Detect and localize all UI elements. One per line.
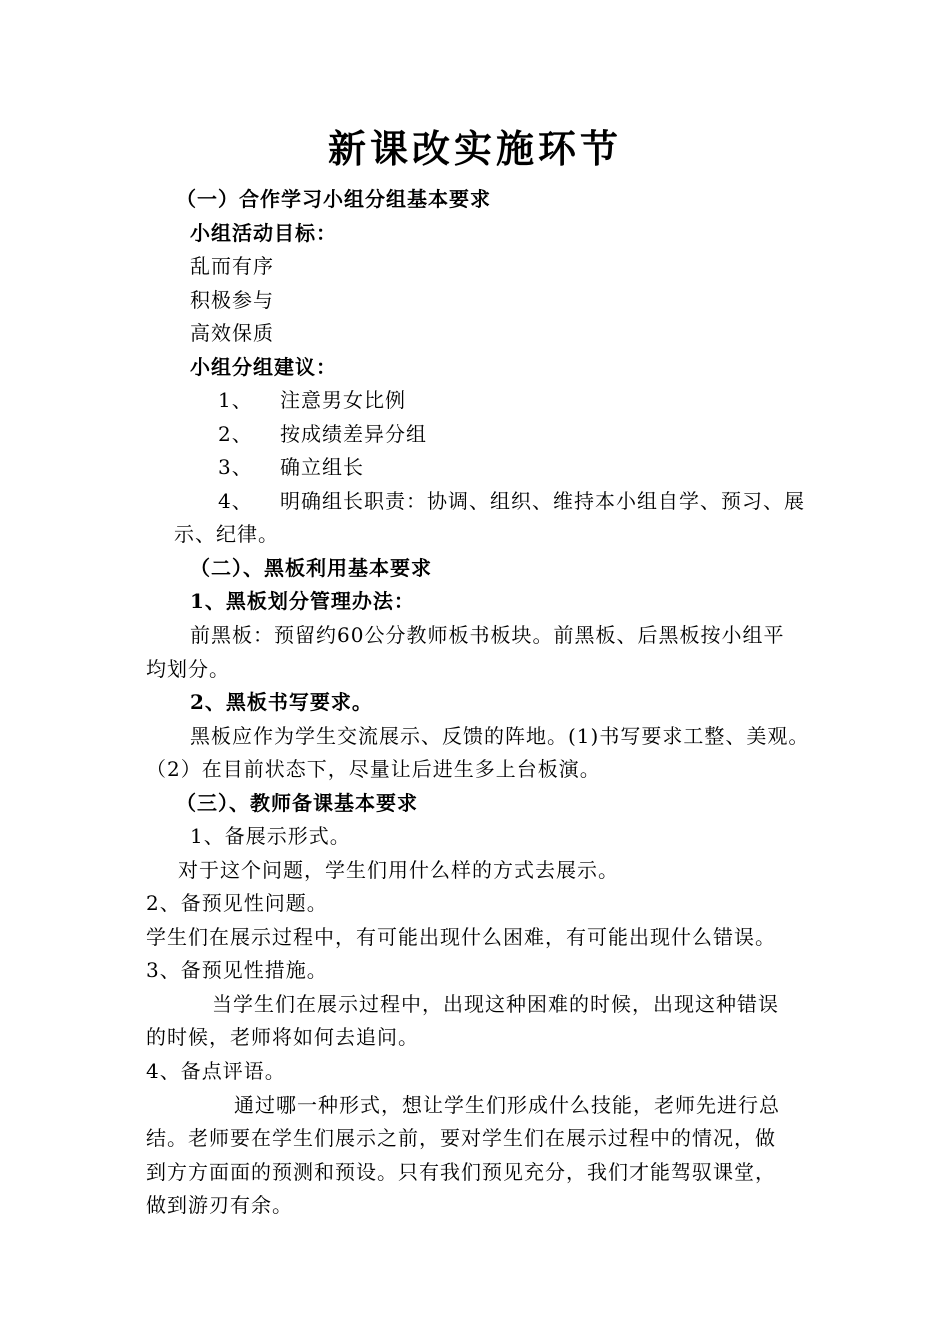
blackboard-writing-heading: 2、黑板书写要求。 xyxy=(190,690,373,714)
goals-heading: 小组活动目标： xyxy=(190,221,337,245)
goal-item: 乱而有序 xyxy=(190,254,274,278)
section-1-heading: （一）合作学习小组分组基本要求 xyxy=(176,187,491,211)
suggestion-number: 2、 xyxy=(218,422,253,446)
suggestion-number: 3、 xyxy=(218,455,253,479)
paragraph-line: 通过哪一种形式，想让学生们形成什么技能，老师先进行总 xyxy=(234,1093,780,1117)
section-3-heading: （三）、教师备课基本要求 xyxy=(176,791,418,815)
paragraph-line: 均划分。 xyxy=(146,657,230,681)
paragraph-line: 做到游刃有余。 xyxy=(146,1193,293,1217)
suggestion-item xyxy=(218,488,805,514)
suggestion-number: 1、 xyxy=(218,388,253,412)
paragraph-line: 黑板应作为学生交流展示、反馈的阵地。(1)书写要求工整、美观。 xyxy=(190,724,810,748)
suggestion-text: 明确组长职责：协调、组织、维持本小组自学、预习、展 xyxy=(280,489,805,513)
goal-item: 高效保质 xyxy=(190,321,274,345)
suggestion-text: 按成绩差异分组 xyxy=(280,422,427,446)
paragraph-line: 结。老师要在学生们展示之前，要对学生们在展示过程中的情况，做 xyxy=(146,1126,776,1150)
blackboard-division-heading: 1、黑板划分管理办法： xyxy=(190,589,415,613)
section-2-heading: （二）、黑板利用基本要求 xyxy=(190,556,432,580)
item-heading: 4、备点评语。 xyxy=(146,1059,286,1083)
page-title: 新课改实施环节 xyxy=(327,126,622,171)
suggestion-number: 4、 xyxy=(218,489,253,513)
suggest-heading: 小组分组建议： xyxy=(190,355,337,379)
paragraph-line: 到方方面面的预测和预设。只有我们预见充分，我们才能驾驭课堂， xyxy=(146,1160,776,1184)
suggestion-text: 注意男女比例 xyxy=(280,388,406,412)
suggestion-item xyxy=(218,387,406,413)
item-heading: 3、备预见性措施。 xyxy=(146,958,328,982)
paragraph-line: 当学生们在展示过程中，出现这种困难的时候，出现这种错误 xyxy=(212,992,779,1016)
paragraph-line: 前黑板：预留约60公分教师板书板块。前黑板、后黑板按小组平 xyxy=(190,623,785,647)
item-heading: 1、备展示形式。 xyxy=(190,824,351,848)
paragraph-line: 学生们在展示过程中，有可能出现什么困难，有可能出现什么错误。 xyxy=(146,925,776,949)
paragraph-line: （2）在目前状态下，尽量让后进生多上台板演。 xyxy=(146,757,601,781)
item-heading: 2、备预见性问题。 xyxy=(146,891,328,915)
goal-item: 积极参与 xyxy=(190,288,274,312)
suggestion-continuation: 示、纪律。 xyxy=(174,522,279,546)
suggestion-text: 确立组长 xyxy=(280,455,364,479)
paragraph-line: 对于这个问题，学生们用什么样的方式去展示。 xyxy=(178,858,619,882)
suggestion-item xyxy=(218,421,427,447)
suggestion-item xyxy=(218,454,364,480)
paragraph-line: 的时候，老师将如何去追问。 xyxy=(146,1025,419,1049)
